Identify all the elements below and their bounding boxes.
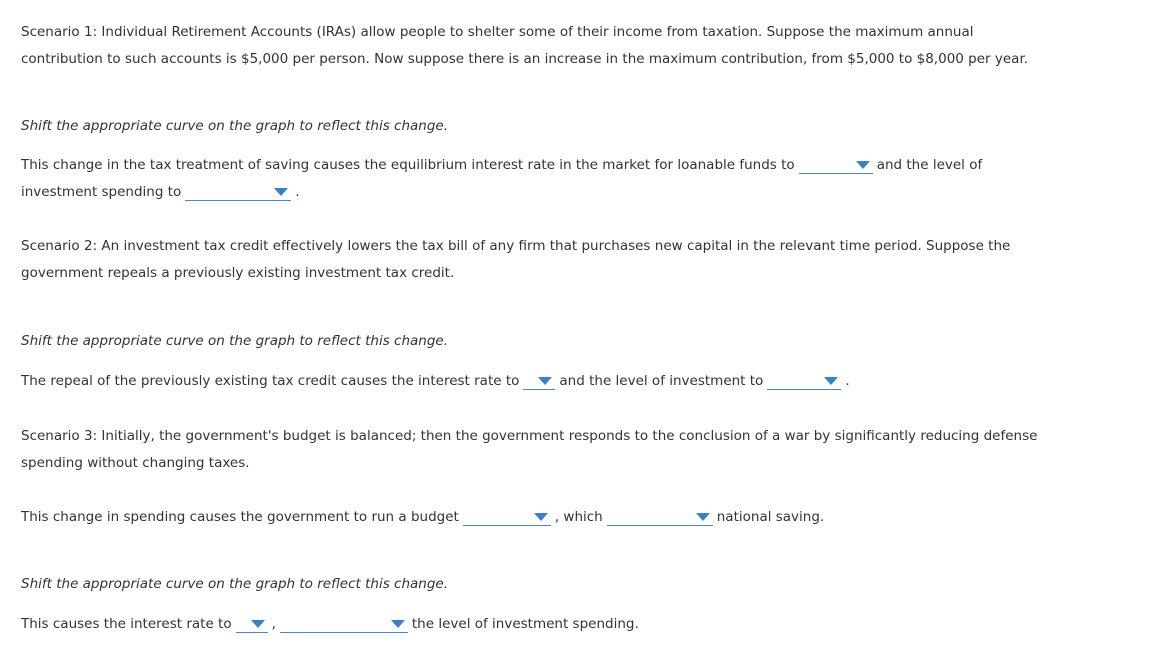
interest-rate-dropdown-3[interactable] [236, 615, 268, 633]
caret-down-icon [391, 620, 405, 628]
question-4-line-1 [21, 611, 639, 638]
caret-down-icon [274, 188, 288, 196]
question-4-text-c: the level of investment spending. [411, 616, 639, 632]
question-4-text-b: , [271, 616, 276, 632]
question-2 [21, 368, 850, 395]
scenario-3-line-2: spending without changing taxes. [21, 455, 250, 471]
instruction-1: Shift the appropriate curve on the graph to reflect this change. [21, 118, 449, 134]
instruction-3: Shift the appropriate curve on the graph to reflect this change. [21, 576, 449, 592]
question-3-text-c: national saving. [716, 509, 825, 525]
investment-dropdown-2[interactable] [767, 372, 841, 390]
question-2-text-b: and the level of investment to [559, 373, 764, 389]
scenario-3-line-1: Scenario 3: Initially, the government's budget is balanced; then the government responds to the conclusion of a war by significantly reducing defense [21, 428, 1038, 444]
investment-dropdown-1[interactable] [185, 183, 291, 201]
caret-down-icon [856, 161, 870, 169]
caret-down-icon [696, 513, 710, 521]
caret-down-icon [538, 377, 552, 385]
caret-down-icon [534, 513, 548, 521]
scenario-2-line-2: government repeals a previously existing investment tax credit. [21, 265, 455, 281]
scenario-1-text [21, 19, 1028, 73]
question-2-line-1 [21, 368, 850, 395]
caret-down-icon [251, 620, 265, 628]
question-1 [21, 152, 982, 206]
national-saving-dropdown[interactable] [607, 508, 713, 526]
question-4 [21, 611, 639, 638]
scenario-2-line-1: Scenario 2: An investment tax credit effectively lowers the tax bill of any firm that purchases new capital in the relevant time period. Suppose the [21, 238, 1011, 254]
question-3 [21, 504, 824, 531]
caret-down-icon [824, 377, 838, 385]
question-3-line-1 [21, 504, 824, 531]
scenario-1-line-1: Scenario 1: Individual Retirement Accounts (IRAs) allow people to shelter some of their income from taxation. Suppose the maximum annual [21, 24, 974, 40]
question-1-text-c: investment spending to [21, 184, 182, 200]
scenario-2-text [21, 233, 1010, 287]
scenario-3-text [21, 423, 1037, 477]
question-3-text-a: This change in spending causes the government to run a budget [21, 509, 459, 525]
question-1-text-a: This change in the tax treatment of saving causes the equilibrium interest rate in the market for loanable funds to [21, 157, 795, 173]
question-3-text-b: , which [554, 509, 603, 525]
investment-dropdown-3[interactable] [280, 615, 408, 633]
interest-rate-dropdown-2[interactable] [523, 372, 555, 390]
budget-dropdown[interactable] [463, 508, 551, 526]
question-4-text-a: This causes the interest rate to [21, 616, 232, 632]
question-1-text-b: and the level of [876, 157, 983, 173]
scenario-1-line-2: contribution to such accounts is $5,000 per person. Now suppose there is an increase in the maximum contribution, from $5,000 to $8,000 per year. [21, 51, 1029, 67]
interest-rate-dropdown-1[interactable] [799, 156, 873, 174]
question-2-text-c: . [845, 373, 850, 389]
question-2-text-a: The repeal of the previously existing tax credit causes the interest rate to [21, 373, 520, 389]
question-1-line-1 [21, 152, 982, 179]
question-1-text-d: . [295, 184, 300, 200]
question-1-line-2 [21, 179, 982, 206]
instruction-2: Shift the appropriate curve on the graph to reflect this change. [21, 333, 449, 349]
